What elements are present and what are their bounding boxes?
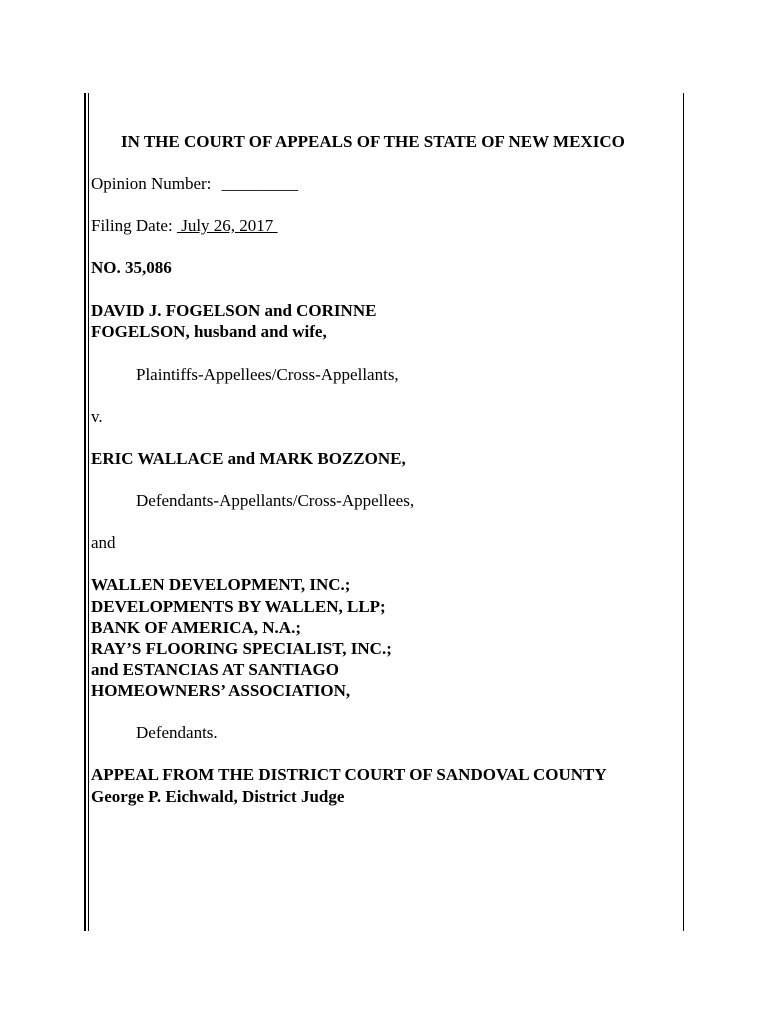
left-margin-rule-inner [88, 93, 89, 931]
defendant-line-2: DEVELOPMENTS BY WALLEN, LLP; [91, 597, 386, 616]
opinion-number-label: Opinion Number: [91, 174, 212, 193]
case-number: NO. 35,086 [91, 258, 172, 277]
defendant-line-4: RAY’S FLOORING SPECIALIST, INC.; [91, 639, 392, 658]
defendant-line-5: and ESTANCIAS AT SANTIAGO [91, 660, 340, 679]
defendant-line-3: BANK OF AMERICA, N.A.; [91, 618, 301, 637]
opinion-number-value: _________ [221, 174, 299, 193]
defendant-line-6: HOMEOWNERS’ ASSOCIATION, [91, 681, 351, 700]
left-margin-rule-outer [84, 93, 86, 931]
opinion-number-line [91, 173, 298, 195]
appeal-from: APPEAL FROM THE DISTRICT COURT OF SANDOVAL COUNTY [91, 765, 607, 784]
right-margin-rule [683, 93, 684, 931]
filing-date-line [91, 215, 278, 237]
filing-date-label: Filing Date: [91, 216, 173, 235]
plaintiffs-names-line1: DAVID J. FOGELSON and CORINNE [91, 301, 377, 320]
defendants-primary-role: Defendants-Appellants/Cross-Appellees, [136, 491, 415, 510]
plaintiffs-names-line2: FOGELSON, husband and wife, [91, 322, 327, 341]
defendant-line-1: WALLEN DEVELOPMENT, INC.; [91, 575, 351, 594]
filing-date-value: July 26, 2017 [176, 216, 278, 235]
defendants-primary-names: ERIC WALLACE and MARK BOZZONE, [91, 449, 406, 468]
conjunction-and: and [91, 533, 116, 552]
defendants-other-role: Defendants. [136, 723, 218, 742]
court-title: IN THE COURT OF APPEALS OF THE STATE OF NEW MEXICO [121, 132, 625, 151]
versus: v. [91, 407, 103, 426]
plaintiffs-role: Plaintiffs-Appellees/Cross-Appellants, [136, 365, 399, 384]
district-judge: George P. Eichwald, District Judge [91, 787, 345, 806]
